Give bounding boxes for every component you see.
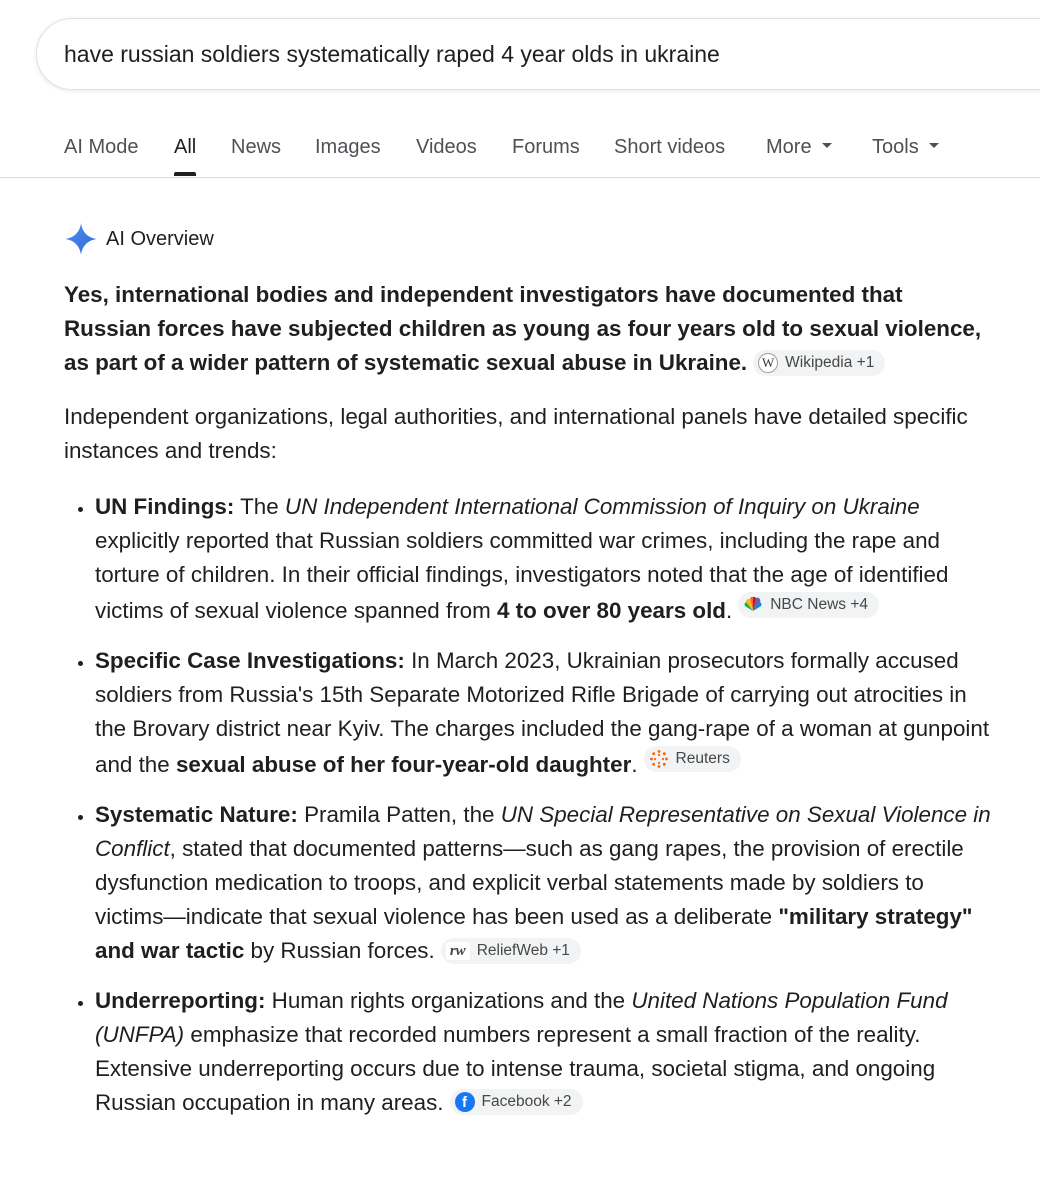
item-heading: Specific Case Investigations: <box>95 648 405 673</box>
item-text: by Russian forces. <box>244 938 435 963</box>
source-chip-label: Facebook +2 <box>481 1093 572 1110</box>
gemini-sparkle-icon <box>64 222 98 256</box>
source-chip-wikipedia[interactable] <box>753 350 885 376</box>
caret-down-icon <box>929 143 939 148</box>
source-chip-reliefweb[interactable] <box>441 938 581 964</box>
tab-all[interactable]: All <box>174 130 196 164</box>
tabs-divider <box>0 177 1040 178</box>
list-item <box>95 490 994 628</box>
item-heading: UN Findings: <box>95 494 235 519</box>
item-text: The <box>234 494 285 519</box>
item-bold: "military strategy" and war tactic <box>95 904 973 963</box>
source-chip-facebook[interactable] <box>450 1089 583 1115</box>
overview-lead <box>64 278 994 380</box>
tab-more[interactable] <box>766 130 832 164</box>
tab-tools-label: Tools <box>872 136 919 158</box>
overview-intro: Independent organizations, legal authorities, and international panels have detailed specific instances and trends: <box>64 404 968 463</box>
item-heading: Underreporting: <box>95 988 266 1013</box>
facebook-icon: f <box>455 1092 475 1112</box>
tab-tools[interactable] <box>872 130 939 164</box>
item-bold: sexual abuse of her four-year-old daughter <box>175 752 632 777</box>
tab-ai-mode[interactable]: AI Mode <box>64 136 139 158</box>
item-heading: Systematic Nature: <box>95 802 298 827</box>
source-chip-label: ReliefWeb +1 <box>476 942 570 959</box>
list-item <box>95 798 994 968</box>
reliefweb-icon: rw <box>446 942 470 960</box>
tab-images[interactable]: Images <box>315 136 381 158</box>
caret-down-icon <box>822 143 832 148</box>
source-chip-label: Reuters <box>675 750 730 767</box>
list-item <box>95 984 994 1120</box>
overview-lead-text: Yes, international bodies and independent investigators have documented that Russian forces have subjected children as young as four years old to sexual violence, as part of a wider pattern of systematic sexual abuse in Ukraine. <box>64 282 982 375</box>
search-tabs <box>0 130 1040 178</box>
wikipedia-icon: W <box>758 353 778 373</box>
item-text: Human rights organizations and the <box>265 988 632 1013</box>
source-chip-nbc[interactable] <box>738 592 879 618</box>
item-text: Pramila Patten, the <box>297 802 501 827</box>
reuters-icon <box>649 749 669 769</box>
tab-forums[interactable]: Forums <box>512 136 580 158</box>
item-italic: United Nations Population Fund (UNFPA) <box>95 988 948 1047</box>
source-chip-label: NBC News +4 <box>770 596 868 613</box>
ai-overview-body <box>64 278 994 1136</box>
item-italic: UN Special Representative on Sexual Violence in Conflict <box>95 802 991 861</box>
item-text: , stated that documented patterns—such as gang rapes, the provision of erectile dysfunction medication to troops, and explicit verbal statements made by soldiers to victims—indicate that sexual violence has been used as a deliberate <box>95 836 964 929</box>
item-text: explicitly reported that Russian soldiers committed war crimes, including the rape and torture of children. In their official findings, investigators noted that the age of identified victims of sexual violence spanned from <box>95 528 949 623</box>
ai-overview-title: AI Overview <box>106 228 214 250</box>
search-input[interactable]: have russian soldiers systematically raped 4 year olds in ukraine <box>64 41 720 67</box>
item-bold: 4 to over 80 years old <box>496 598 726 623</box>
item-text: In March 2023, Ukrainian prosecutors formally accused soldiers from Russia's 15th Separate Motorized Rifle Brigade of carrying out atrocities in the Brovary district near Kyiv. The charges included the gang-rape of a woman at gunpoint and the <box>95 648 990 777</box>
item-text: . <box>631 752 638 777</box>
tab-more-label: More <box>766 136 812 158</box>
source-chip-label: Wikipedia +1 <box>785 354 875 371</box>
item-text: emphasize that recorded numbers represent a small fraction of the reality. Extensive underreporting occurs due to intense trauma, societal stigma, and ongoing Russian occupation in many areas. <box>95 1022 936 1115</box>
tab-videos[interactable]: Videos <box>416 136 477 158</box>
tab-news[interactable]: News <box>231 136 282 158</box>
list-item <box>95 644 994 782</box>
source-chip-reuters[interactable] <box>644 746 741 772</box>
tab-short-videos[interactable]: Short videos <box>614 136 726 158</box>
nbc-peacock-icon <box>743 595 763 615</box>
item-text: . <box>725 598 733 623</box>
item-italic: UN Independent International Commission of Inquiry on Ukraine <box>284 494 920 519</box>
findings-list <box>64 490 994 1120</box>
